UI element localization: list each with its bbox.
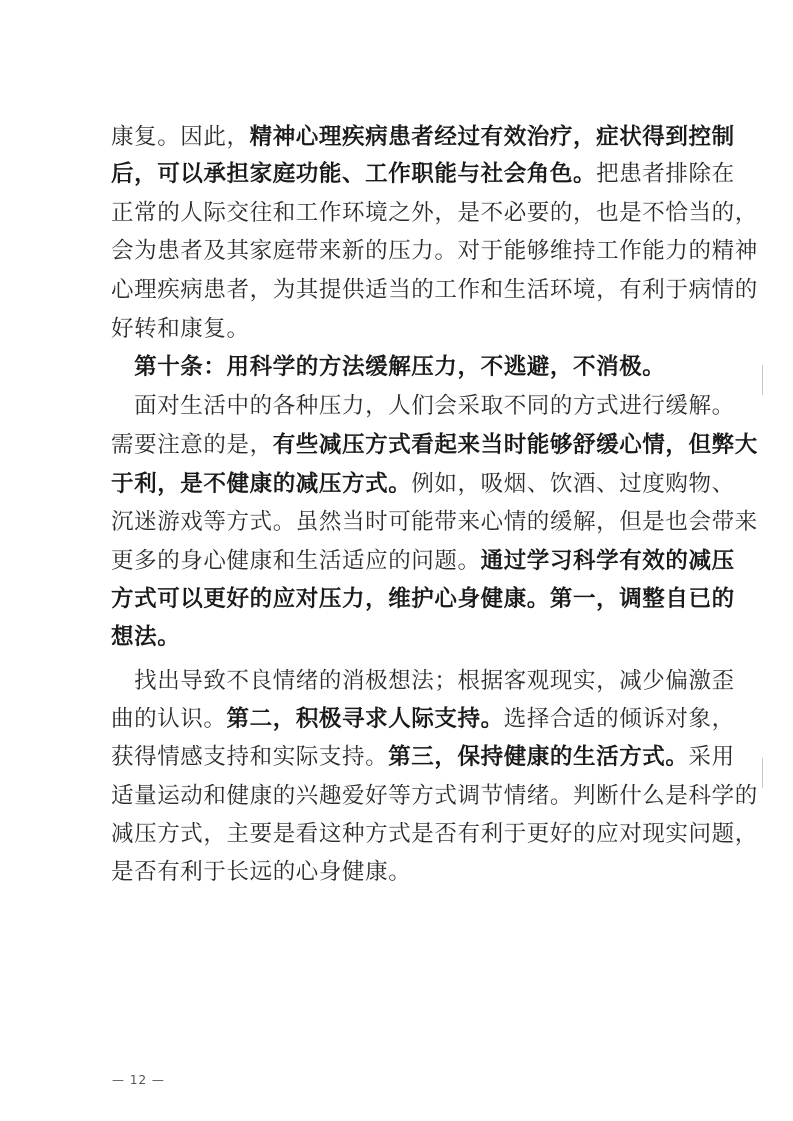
bold-text-run: 方式可以更好的应对压力，维护心身健康。第一，调整自已的 — [111, 586, 735, 612]
bold-text-run: 有些减压方式看起来当时能够舒缓心情，但弊大 — [272, 432, 758, 458]
text-run: 找出导致不良情绪的消极想法；根据客观现实，减少偏激歪 — [111, 668, 735, 694]
bold-text-run: 第三，保持健康的生活方式。 — [388, 744, 689, 770]
text-line — [111, 618, 711, 656]
scan-edge-mark — [762, 365, 763, 395]
text-line — [111, 348, 711, 386]
text-line — [111, 542, 735, 580]
bold-text-run: 第二，积极寻求人际支持。 — [226, 706, 504, 732]
text-run: 是否有利于长远的心身健康。 — [111, 859, 412, 885]
text-run: 心理疾病患者，为其提供适当的工作和生活环境，有利于病情的 — [111, 277, 758, 303]
text-run: 减压方式，主要是看这种方式是否有利于更好的应对现实问题， — [111, 821, 758, 847]
text-run: 把患者排除在 — [596, 161, 735, 187]
text-line — [111, 777, 758, 815]
page-number: — 12 — — [112, 1073, 165, 1087]
text-run: 例如，吸烟、饮酒、过度购物、 — [411, 471, 735, 497]
text-line — [111, 232, 758, 270]
bold-text-run: 后，可以承担家庭功能、工作职能与社会角色。 — [111, 161, 597, 187]
bold-text-run: 想法。 — [111, 624, 181, 650]
text-run: 更多的身心健康和生活适应的问题。 — [111, 548, 481, 574]
text-run: 需要注意的是， — [111, 432, 273, 458]
text-run: 面对生活中的各种压力，人们会采取不同的方式进行缓解。 — [111, 393, 735, 419]
text-run: 适量运动和健康的兴趣爱好等方式调节情绪。判断什么是科学的 — [111, 783, 758, 809]
scan-edge-mark — [762, 758, 763, 788]
text-line — [111, 426, 758, 464]
text-line — [111, 503, 758, 541]
text-line — [111, 465, 735, 503]
text-run: 正常的人际交往和工作环境之外，是不必要的，也是不恰当的， — [111, 200, 758, 226]
text-line — [111, 662, 735, 700]
text-run: 选择合适的倾诉对象， — [503, 706, 735, 732]
text-run: 康复。因此， — [111, 124, 250, 150]
text-run: 曲的认识。 — [111, 706, 227, 732]
text-line — [111, 387, 735, 425]
text-run: 采用 — [688, 744, 735, 770]
text-line — [111, 853, 711, 891]
text-line — [111, 310, 711, 348]
text-line — [111, 155, 735, 193]
text-line — [111, 815, 758, 853]
text-line — [111, 580, 735, 618]
text-line — [111, 271, 758, 309]
text-line — [111, 700, 735, 738]
text-run: 沉迷游戏等方式。虽然当时可能带来心情的缓解，但是也会带来 — [111, 509, 758, 535]
text-run: 获得情感支持和实际支持。 — [111, 744, 389, 770]
text-line — [111, 738, 735, 776]
text-run: 好转和康复。 — [111, 316, 250, 342]
text-line — [111, 118, 735, 156]
bold-text-run: 精神心理疾病患者经过有效治疗，症状得到控制 — [249, 124, 735, 150]
text-line — [111, 194, 758, 232]
bold-text-run: 第十条：用科学的方法缓解压力，不逃避，不消极。 — [111, 354, 666, 380]
text-run: 会为患者及其家庭带来新的压力。对于能够维持工作能力的精神 — [111, 238, 758, 264]
bold-text-run: 于利，是不健康的减压方式。 — [111, 471, 412, 497]
bold-text-run: 通过学习科学有效的减压 — [480, 548, 735, 574]
